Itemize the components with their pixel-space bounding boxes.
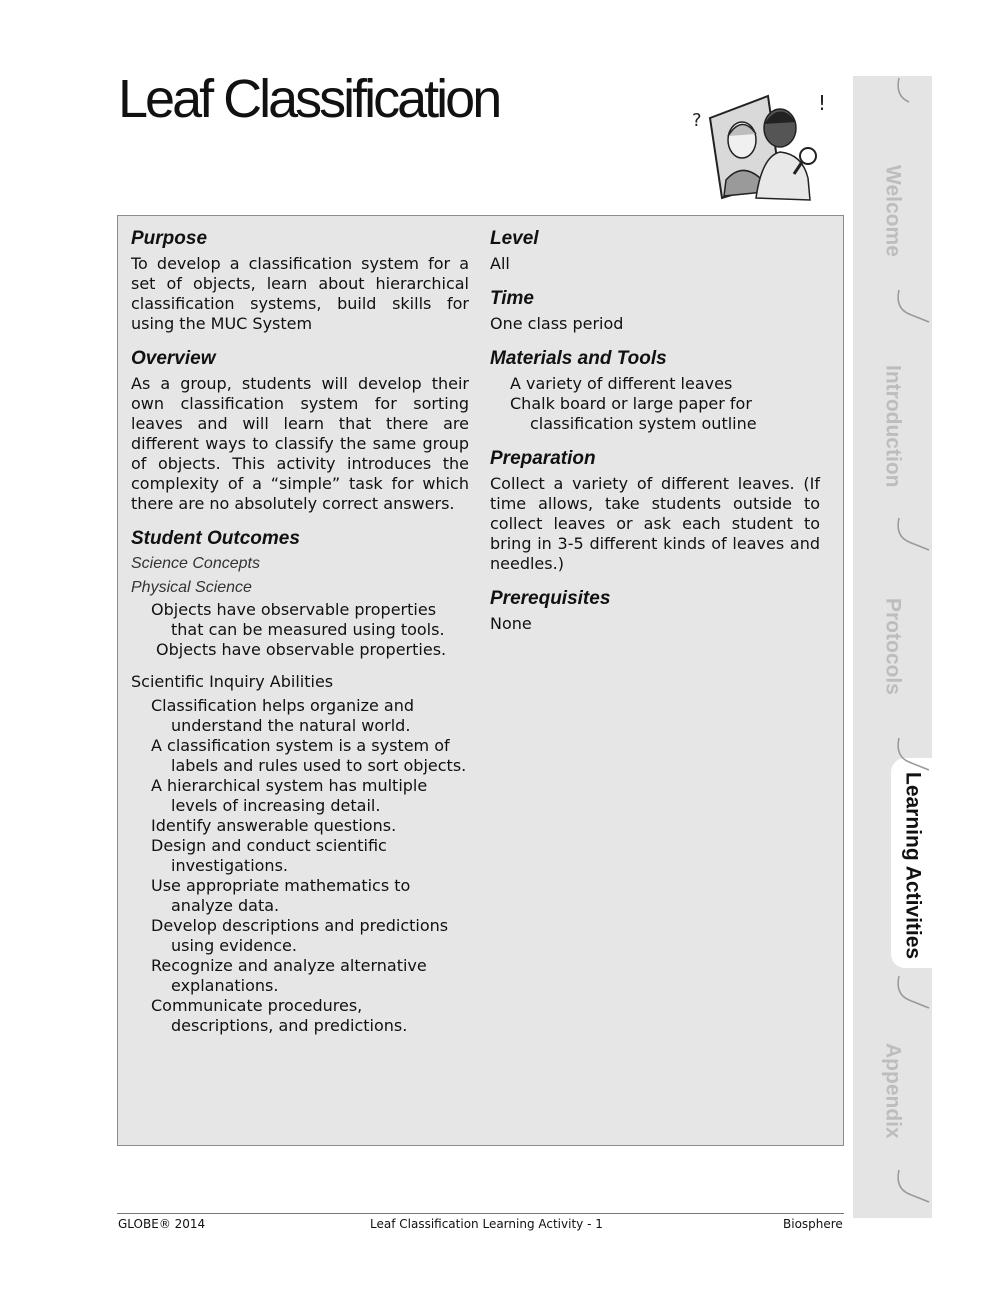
physical-item: Objects have observable properties that can be measured using tools. [151, 600, 445, 639]
materials-item: Chalk board or large paper for classification system outline [510, 394, 757, 433]
inquiry-item: A hierarchical system has multiple levels of increasing detail. [151, 776, 428, 815]
preparation-text: Collect a variety of different leaves. (If time allows, take students outside to collect leaves or ask each student to bring in 3-5 different kinds of leaves and needles.) [490, 474, 820, 573]
science-concepts-label: Science Concepts [131, 555, 260, 572]
footer-section: Biosphere [783, 1217, 843, 1231]
footer-divider [117, 1213, 844, 1214]
level-text: All [490, 254, 510, 273]
time-heading: Time [490, 288, 535, 309]
footer-copyright: GLOBE® 2014 [118, 1217, 206, 1231]
tab-divider [853, 76, 932, 136]
outcomes-section [131, 528, 469, 1036]
tab-appendix-label: Appendix [881, 1043, 905, 1139]
tab-learning-activities-label: Learning Activities [901, 772, 925, 960]
tab-introduction[interactable] [853, 346, 932, 506]
tab-learning-activities[interactable] [873, 766, 952, 966]
svg-text:?: ? [692, 110, 702, 131]
time-section [490, 288, 820, 334]
section-tab-bar [853, 76, 932, 1218]
activity-summary-panel [117, 215, 844, 1146]
level-section [490, 228, 820, 274]
preparation-section [490, 448, 820, 574]
students-illustration [690, 88, 840, 208]
tab-welcome-label: Welcome [881, 165, 905, 257]
inquiry-item: Use appropriate mathematics to analyze data. [151, 876, 411, 915]
physical-science-label: Physical Science [131, 579, 252, 596]
tab-protocols[interactable] [853, 576, 932, 716]
purpose-text: To develop a classification system for a set of objects, learn about hierarchical classification systems, build skills for using the MUC System [131, 254, 469, 333]
materials-heading: Materials and Tools [490, 348, 667, 369]
tab-divider [853, 288, 932, 348]
prerequisites-section [490, 588, 820, 634]
level-heading: Level [490, 228, 539, 249]
tab-welcome[interactable] [853, 136, 932, 286]
purpose-heading: Purpose [131, 228, 208, 249]
preparation-heading: Preparation [490, 448, 596, 469]
inquiry-item: Identify answerable questions. [151, 816, 397, 835]
prerequisites-heading: Prerequisites [490, 588, 611, 609]
inquiry-item: Classification helps organize and understand the natural world. [151, 696, 415, 735]
inquiry-heading: Scientific Inquiry Abilities [131, 672, 334, 691]
tab-divider [853, 516, 932, 576]
inquiry-item: Design and conduct scientific investigations. [151, 836, 387, 875]
overview-text: As a group, students will develop their own classification system for sorting leaves and will learn that there are different ways to classify the same group of objects. This activity introduces the complexity of a “simple” task for which there are no absolutely correct answers. [131, 374, 469, 513]
right-column [490, 228, 820, 648]
tab-divider [853, 1168, 932, 1228]
svg-text:!: ! [818, 91, 827, 115]
physical-item: Objects have observable properties. [156, 640, 447, 659]
overview-heading: Overview [131, 348, 216, 369]
left-column [131, 228, 469, 1050]
page-title: Leaf Classification [118, 69, 500, 129]
tab-introduction-label: Introduction [881, 364, 905, 488]
footer-page-label: Leaf Classification Learning Activity - 1 [370, 1217, 603, 1231]
inquiry-item: Communicate procedures, descriptions, and predictions. [151, 996, 408, 1035]
materials-item: A variety of different leaves [510, 374, 733, 393]
tab-appendix[interactable] [853, 1036, 932, 1146]
inquiry-item: A classification system is a system of labels and rules used to sort objects. [151, 736, 467, 775]
outcomes-heading: Student Outcomes [131, 528, 300, 549]
overview-section [131, 348, 469, 514]
inquiry-item: Develop descriptions and predictions using evidence. [151, 916, 449, 955]
materials-section [490, 348, 820, 434]
purpose-section [131, 228, 469, 334]
tab-protocols-label: Protocols [881, 597, 905, 695]
tab-divider [853, 974, 932, 1034]
inquiry-item: Recognize and analyze alternative explanations. [151, 956, 427, 995]
time-text: One class period [490, 314, 624, 333]
prerequisites-text: None [490, 614, 532, 633]
